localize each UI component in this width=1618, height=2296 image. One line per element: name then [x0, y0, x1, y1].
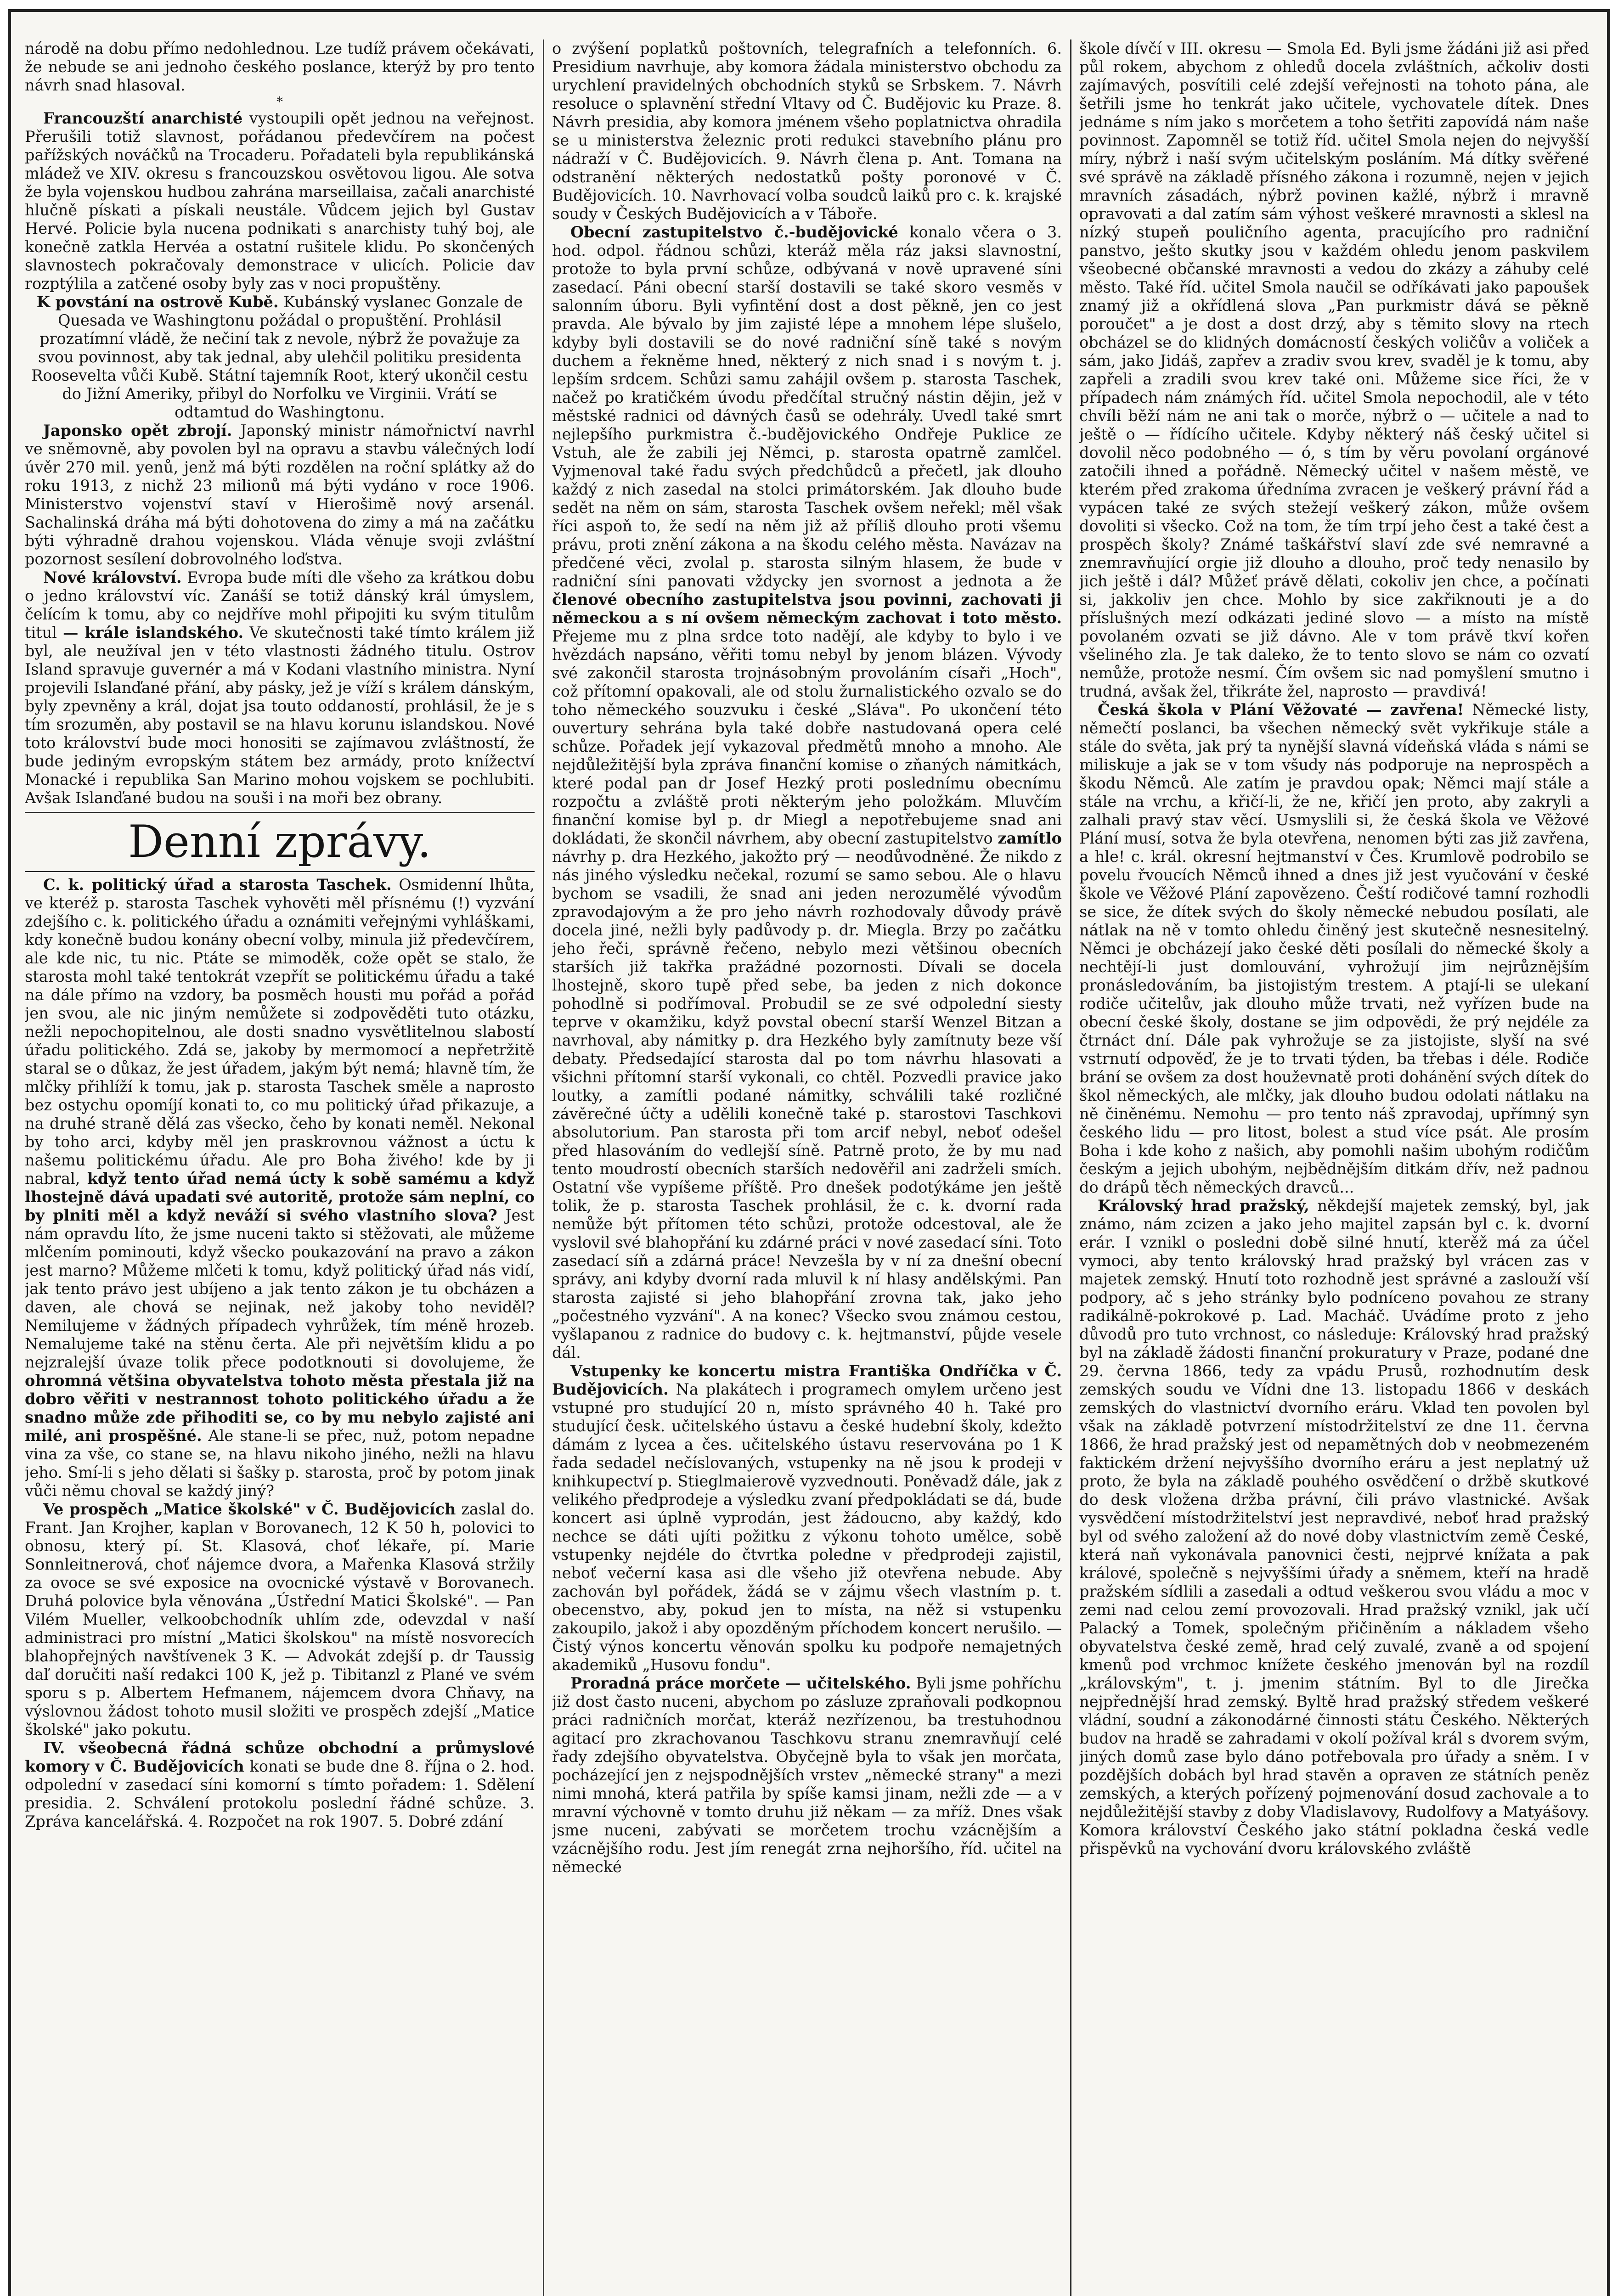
paragraph-continuation: o zvýšení poplatků poštovních, telegrafních a telefonních. 6. Presidium navrhuje, aby komora žádala ministerstvo obchodu za urychlení pravidelných obchodních styků se Srbskem. 7. Návrh resoluce o splavnění střední Vltavy od Č. Budějovic ku Praze. 8. Návrh presidia, aby komora jménem všeho poplatnictva ohradila se u ministerstva železnic proti redukci stavebního plánu pro nádraží v Č. Budějovicích. 9. Návrh člena p. Ant. Tomana na odstranění některých nedostatků pošty poronové v Č. Budějovicích. 10. Navrhovací volba soudců laiků pro c. k. krajské soudy v Českých Budějovicích a v Táboře.	[552, 39, 1062, 223]
paragraph-continuation: národě na dobu přímo nedohlednou. Lze tudíž právem očekávati, že nebude se ani jednoho českého poslance, kterýž by pro tento návrh snad hlasoval.	[25, 39, 535, 94]
column-2	[552, 39, 1062, 2296]
article-kicker: IV. všeobecná řádná schůze obchodní a průmyslové komory v Č. Budějovicích	[25, 1739, 535, 1775]
article-czech-school: Česká škola v Plání Věžovaté — zavřena! Německé listy, němečtí poslanci, ba všechen německý svět vykřikuje stále a stále do světa, jak prý ta nynější slavná vídeňská vláda s námi se miliskuje a jak se v tom všudy nás podporuje na neprospěch a škodu Němců. Ale zatím je pravdou opak; Němci mají stále a stále na vrchu, a křičí-li, že ne, křičí jen proto, aby zakryli a zalhali pravý stav věcí. Usmyslili si, že česká škola ve Věžové Plání musí, sotva že byla otevřena, nenomen býti zas již zavřena, a hle! c. král. okresní hejtmanství v Čes. Krumlově podrobilo se povelu řvoucích Němců ihned a dnes již jest vyučování v české škole ve Věžové Plání zapovězeno. Čeští rodičové tamní rozhodli se sice, že dítek svých do školy německé nebudou posílati, ale nátlak na ně v tomto ohledu činěný jest skutečně nesnesitelný. Němci je obcházejí jako české děti posílali do německé školy a nechtějí-li just domlouvání, vyhrožují jim nejrůznějším pronásledováním, ba jistojistým trestem. A ptají-li se ulekaní rodiče učitelův, jak dlouho může trvati, než vyřízen bude na obecní české školy, dostane se jim odpovědi, že prý nejdéle za čtrnáct dní. Dále pak vyhrožuje se za jistojiste, slyší na své vstrnutí odpověď, že je to trvati týden, ba třebas i déle. Rodiče brání se ovšem za dost houževnatě proti dohánění svých dítek do škol německých, ale mlčky, jak dlouho budou odolati nátlaku na ně činěnému. Nemohu — pro tento náš zpravodaj, upřímný syn českého lidu — pro litost, bolest a stud více psát. Ale prosím Boha i kde koho z našich, aby pomohli našim ubohým rodičům českým a jejich ubohým, nejbědnějším ditkám dřív, než padnou do drápů těch německých dravců...	[1079, 701, 1589, 1196]
paragraph-continuation: škole dívčí v III. okresu — Smola Ed. Byli jsme žádáni již asi před půl rokem, abychom z ohledů docela zvláštních, ačkoliv dosti zajímavých, posvítili celé zdejší veřejnosti na tohoto pána, ale šetřili jsme ho tenkrát jako učitele, vychovatele dítek. Dnes jednáme s ním jako s morčetem a toho šetřiti zapovídá nám naše povinnost. Zapomněl se totiž říd. učitel Smola nejen do nejvyšší míry, nýbrž i naší svým učitelským posláním. Má dítky svěřené své správě na základě přísného zákona i rozumně, nejen v jejich mravních zásadách, nýbrž povinen kažlé, nýbrž i mravně opravovati a dal zatím sám výhost veškeré mravnosti a sklesl na nízký stupeň pouličního agenta, pracujícího pro radniční panstvo, ješto skutky jsou v každém ohledu jenom paskvilem všeobecné občanské mravnosti a vedou do zkázy a záhuby celé město. Také říd. učitel Smola naučil se odříkávati jako papoušek znamý již a okřídlená slova „Pan purkmistr dává se pěkně poroučet" a je dost a dost drzý, aby s těmito slovy na rtech obcházel se do klidných domácností českých voličův a voliček a sám, jako Jidáš, zapřev a zradiv svou krev, svaděl je k tomu, aby zapřeli a zradili svou krev také oni. Můžeme sice říci, že v případech nám známých říd. učitel Smola nepochodil, ale v této chvíli běží nám ne ani tak o morče, nýbrž o — učitele a nad to ještě o — řídícího učitele. Kdyby některý náš český učitel si dovolil něco podobného — ó, s tím by věru povolaní orgánové zatočili ihned a pořádně. Německý učitel v našem městě, ve kterém před zrakoma úředníma zvracen je veškerý právní řád a vypácen také ze svých stežejí veškerý zákon, může ovšem dovoliti si všecko. Což na tom, že tím trpí jeho čest a také čest a prospěch školy? Známé taškářství slaví zde své nemravné a znemravňující orgie již dlouho a dlouho, proč tedy nenasilo by jich ještě i dál? Můžeť právě dělati, cokoliv jen chce, a počínati si, jakkoliv jen chce. Mohlo by sice zakřiknouti je a do příslušných mezí odkázati jediné slovo — a místo na místě povolaném ozvati se již dávno. Ale v tom právě tkví kořen všeliného zla. Je tak daleko, že to tento slovo se nám co ozvatí nemůže, protože nesmí. Čím ovšem sic nad pomyšlení smutno i trudná, avšak žel, třikráte žel, naprosto — pravdivá!	[1079, 39, 1589, 700]
column-1	[25, 39, 535, 2296]
article-japan-arms: Japonsko opět zbrojí. Japonský ministr námořnictví navrhl ve sněmovně, aby povolen byl na opravu a stavbu válečných lodí úvěr 270 mil. yenů, jenž má býti rozdělen na roční splátky až do roku 1913, z nichž 23 milionů má býti vydáno v roce 1906. Ministerstvo vojenství staví v Hierošimě nový arsenál. Sachalinská dráha má býti dohotovena do zimy a má na začátku býti výhradně drahou vojenskou. Vláda věnuje svoji zvláštní pozornost sesílení dobrovolného loďstva.	[25, 422, 535, 568]
column-rule	[543, 39, 544, 2296]
divider	[25, 812, 535, 813]
article-kicker: Vstupenky ke koncertu mistra Františka Ondříčka v Č. Budějovicích.	[552, 1362, 1062, 1398]
article-kicker: Česká škola v Plání Věžovaté — zavřena!	[1098, 701, 1464, 719]
article-concert-tickets: Vstupenky ke koncertu mistra Františka Ondříčka v Č. Budějovicích. Na plakátech i programech omylem určeno jest vstupné pro studující 20 n, místo správného 40 h. Také pro studující česk. učitelského ústavu a české hudební školy, kdežto dámám z lycea a čes. učitelského ústavu reservována po 1 K řada sedadel nečíslovaných, vstupenky na ně jsou k prodeji v knihkupectví p. Stieglmaierově vyzvednouti. Poněvadž dále, jak z velikého předprodeje a výsledku zvaní předpokládati se dá, bude koncert asi úplně vyprodán, jest žádoucno, aby každý, kdo nechce se dáti ujíti požitku z výkonu tohoto umělce, sobě vstupenky nejdéle do čtvrtka poledne v předprodeji zajistil, neboť večerní kasa asi dle všeho již otevřena nebude. Aby zachován byl pořádek, žádá se v zájmu všech vlastním p. t. obecenstvo, aby, pokud jen to místa, na něž si vstupenku zakoupilo, jakož i aby opozděným příchodem koncert nerušilo. — Čistý výnos koncertu věnován spolku ku podpoře nemajetných akademiků „Husovu fondu".	[552, 1362, 1062, 1674]
article-chamber-meeting: IV. všeobecná řádná schůze obchodní a průmyslové komory v Č. Budějovicích konati se bude dne 8. října o 2. hod. odpolední v zasedací síni komorní s tímto pořadem: 1. Sdělení presidia. 2. Schválení protokolu poslední řádné schůze. 3. Zpráva kancelářská. 4. Rozpočet na rok 1907. 5. Dobré zdání	[25, 1739, 535, 1830]
section-masthead: Denní zprávy.	[128, 816, 432, 867]
article-cuba-uprising: K povstání na ostrově Kubě. Kubánský vyslanec Gonzale de Quesada ve Washingtonu požádal o propuštění. Prohlásil prozatímní vládě, že nečiní tak z nevole, nýbrž že považuje za svou povinnost, aby tak jednal, aby ulehčil politiku presidenta Roosevelta vůči Kubě. Státní tajemník Root, který ukončil cestu do Jižní Ameriky, přibyl do Norfolku ve Virginii. Vrátí se odtamtud do Washingtonu.	[31, 293, 528, 421]
article-kicker: Japonsko opět zbrojí.	[43, 422, 232, 439]
article-kicker: K povstání na ostrově Kubě.	[36, 293, 279, 311]
column-3	[1079, 39, 1589, 2296]
article-new-kingdom: Nové království. Evropa bude míti dle všeho za krátkou dobu o jedno království víc. Zanáší se totiž dánský král úmyslem, čelícím k tomu, aby co nejdříve mohl připojiti ku svým titulům titul — krále islandského. Ve skutečnosti také tímto králem již byl, ale neužíval jen v této vlastnosti žádného titulu. Ostrov Island spravuje guvernér a má v Kodani vlastního ministra. Nyní projevili Islanďané přání, aby pásky, jež je víží s králem dánským, byly zpevněny a král, dojat jsa touto oddaností, prohlásil, že je s tím srozuměn, aby postavil se na hlavu korunu islandskou. Nové toto království bude moci honositi se zajímavou zvláštností, že bude jediným evropským státem bez armády, proto knížectví Monacké i republika San Marino mohou vojskem se pochlubiti. Avšak Islanďané budou na souši i na moři bez obrany.	[25, 568, 535, 807]
article-political-office: C. k. politický úřad a starosta Taschek. Osmidenní lhůta, ve kteréž p. starosta Taschek vyhověti měl přísnému (!) vyzvání zdejšího c. k. politického úřadu a oznámiti veřejnými vyhláškami, kdy konečně budou konány obecní volby, minula již předevčírem, ale kde nic, tu nic. Ptáte se mimoděk, cože opět se stalo, že starosta mohl také tentokrát vzepřít se politickému úřadu a také na dále přímo na vzdory, ba posměch housti mu pořád a pořád jen svou, ale nic jiným nemůžete si zodpověděti tuto otázku, nežli nepochopitelnou, ale dosti snadno vysvětlitelnou slabostí úřadu politického. Zdá se, jakoby by mermomocí a nepřetržitě staral se o důkaz, že jest úřadem, jakým být nemá; hlavně tím, že mlčky přihlíží k tomu, jak p. starosta Taschek směle a naprosto bez ostychu opomíjí konati to, co mu politický úřad přikazuje, a na druhé straně dělá zas všecko, čeho by konati neměl. Nekonal by toho arci, kdyby měl jen praskrovnou vážnost a úctu k našemu politickému úřadu. Ale pro Boha živého! kde by ji nabral, když tento úřad nemá úcty k sobě samému a když lhostejně dává upadati své autoritě, protože sám neplní, co by plniti měl a když neváží si svého vlastního slova? Jest nám opravdu líto, že jsme nuceni takto si stěžovati, ale můžeme mlčením pominouti, když všecko poukazování na pravo a zákon jest marno? Můžeme mlčeti k tomu, když politický úřad nás vidí, jak tento právo jest ubíjeno a jak tento zákon je tu obcházen a daven, ale chová se nejinak, než jakoby toho neviděl? Nemilujeme v žádných případech vyhrůžek, tím méně hrozeb. Nemalujeme také na stěnu čerta. Ale při největším klidu a po nejzralejší úvaze tolik přece podotknouti si dovolujeme, že ohromná většina obyvatelstva tohoto města přestala již na dobro věřiti v nestrannost tohoto politického úřadu a že snadno může zde přihoditi se, co by mu nebylo zajisté ani milé, ani prospěšné. Ale stane-li se přec, nuž, potom nepadne vina za vše, co stane se, na hlavu nikoho jiného, nežli na hlavu jeho. Smí-li s jeho dělati si šašky p. starosta, proč by potom jinak vůči němu choval se každý jiný?	[25, 876, 535, 1500]
article-city-council: Obecní zastupitelstvo č.-budějovické konalo včera o 3. hod. odpol. řádnou schůzi, kteráž měla ráz jaksi slavnostní, protože to byla první schůze, odbývaná v nově upravené síni zasedací. Páni obecní starší dostavili se také skoro vesměs v salonním úboru. Byli vyfintění dost a dost pěkně, jen co jest pravda. Ale bývalo by jim zajisté lépe a mnohem lépe slušelo, kdyby byli dostavili se do nové radniční síně také s novým duchem a řekněme hned, některý z nich snad i s novým t. j. lepším srdcem. Schůzi samu zahájil ovšem p. starosta Taschek, načež po kratičkém úvodu předčítal stručný nástin dějin, jež v městské radnici od dávných časů se odehrály. Uvedl také smrt nejlepšího purkmistra č.-budějovického Ondřeje Puklice ze Vstuh, ale že zabili jej Němci, p. starosta opatrně zamlčel. Vyjmenoval také řadu svých předchůdců a přečetl, jak dlouho každý z nich zasedal na stolci primátorském. Jak dlouho bude sedět na něm on sám, starosta Taschek ovšem neřekl; měl však říci aspoň to, že sedí na něm již až příliš dlouho proti všemu právu, proti znění zákona a na škodu celého města. Navázav na předčené věci, zvolal p. starosta silným hlasem, že bude v radniční síni panovati vždycky jen svornost a jednota a že členové obecního zastupitelstva jsou povinni, zachovati ji německou a s ní ovšem německým zachovat i toto město. Přejeme mu z plna srdce toto nadějí, ale kdyby to bylo i ve hvězdách napsáno, věřiti tomu nebyl by jenom blázen. Vývody své zakončil starosta trojnásobným provoláním císaři „Hoch", což přítomní opakovali, ale od stolu žurnalistického ozvalo se do toho německého souzvuku i české „Sláva". Po ukončení této ouvertury sehrána byla také dobře nastudovaná opera celé schůze. Pořadek její vykazoval předmětů mnoho a mnoho. Ale nejdůležitější byla zpráva finanční komise o zňaných námitkách, které podal pan dr Josef Hezký proti poslednímu obecnímu rozpočtu a zvláště proti některým jeho položkám. Mluvčím finanční komise byl p. dr Miegl a nepotřebujeme snad ani dokládati, že skončil návrhem, aby obecní zastupitelstvo zamítlo návrhy p. dra Hezkého, jakožto prý — neodůvodněné. Že nikdo z nás jiného výsledku nečekal, rozumí se samo sebou. Ale o hlavu bychom se vsadili, že snad ani jeden nerozumělé vývodům zpravodajovým a že pro jeho návrh rozhodovaly důvody právě docela jiné, nežli byly padůvody p. dr. Miegla. Brzy po začátku jeho řeči, správně řečeno, nebylo mezi většinou obecních starších již takřka pražádné pozornosti. Dívali se docela lhostejně, skoro tupě před sebe, ba jeden z nich dokonce pohodlně si podřímoval. Probudil se ze své odpolední siesty teprve v okamžiku, když povstal obecní starší Wenzel Bitzan a navrhoval, aby námitky p. dra Hezkého byly zamítnuty beze vší debaty. Předsedající starosta dal po tom návrhu hlasovati a všichni přítomní starší vykonali, co chtěl. Pozvedli pravice jako loutky, a zamítli podané námitky, schválili také rozličné závěrečné účty a udělili konečně také p. starostovi Taschkovi absolutorium. Pan starosta při tom arcif nebyl, neboť odešel před hlasováním do vedlejší síně. Patrně proto, že by mu nad tento moudrostí obecních starších nedověřil ani zadrželi smích. Ostatní vše vypíšeme příště. Pro dnešek podotýkáme jen ještě tolik, že p. starosta Taschek prohlásil, že c. k. dvorní rada nemůže být přítomen této schůzi, protože odcestoval, ale že vyslovil své blahopřání ku zdárné práci v nové zasedací síni. Toto zasedací síň a zdárná práce! Nevzešla by v ní za dnešní obecní správy, ani kdyby dvorní rada mluvil k ní hlasy andělskými. Pan starosta zajisté si jeho blahopřání zrovna tak, jako jeho „počestného vyzvání". A na konec? Všecko svou známou cestou, vyšlapanou z radnice do budovy c. k. hejtmanství, půjde vesele dál.	[552, 223, 1062, 1362]
article-prague-castle: Královský hrad pražský, někdejší majetek zemský, byl, jak známo, nám zcizen a jako jeho majitel zapsán byl c. k. dvorní erár. I vznikl o posledni době silné hnutí, kterěž má za účel vymoci, aby tento královský hrad pražský byl vrácen zas v majetek zemský. Hnutí toto rozhodně jest správné a zaslouží vší podpory, ač s jeho stránky bylo podnícenо povahou ze strany radikálně-pokrokové p. Lad. Macháč. Uvádíme proto z jeho důvodů pro tuto vrchnost, co následuje: Královský hrad pražský byl na základě žádosti finanční prokuratury v Praze, podané dne 29. června 1866, tedy za vpádu Prusů, rozhodnutím desk zemských soudu ve Vídni dne 13. listopadu 1866 v deskách zemských do vlastnictví dvorního eráru. Vklad ten povolen byl však na základě potvrzení místodržitelství ze dne 11. června 1866, že hrad pražský jest od nepamětných dob v neobmezeném faktickém držení nejvyššího dvorního eráru a jest neplatný už proto, že byla na základě pouhého osvědčení o držbě skutkové do desk vložena držba právní, čili právo vlastnické. Avšak vysvědčení místodržitelství jest nepravdivé, neboť hrad pražský byl od svého založení až do nové doby vlastnictvím země České, která naň vykonávala panovnici česti, nejprvé knížata a pak králové, společně s nejvyššími úřady a sněmem, kteří na hradě pražském sídlili a zasedali a odtud veškerou svou vládu a moc v zemi nad celou zemí provozovali. Hrad pražský vznikl, jak učí Palacký a Tomek, společným přičiněním a nákladem všeho obyvatelstva české země, hrad celý zuvalé, zvaně a od spojení kmenů pod vrchmoc knížete českého jmenován byl na rozdíl „královským", t. j. jmenim státním. Byl to dle Jirečka nejpřednější hrad zemský. Byltě hrad pražský středem veškeré vládní, soudní a zákonodárné činnosti státu Českého. Některých budov na hradě se zahradami v okolí požíval král s dvorem svým, jiných domů zase bylo dáno potřebovala pro úřady a sněm. I v pozdějších dobách byl hrad stavěn a opraven ze státních peněz zemských, a kterých pořízený pojmenování dosud zachovale a to nejdůležitější stavby z doby Vladislavovy, Rudolfovy a Matyášovy. Komora království Českého jako státní pokladna česká vedle přispěvků na vychování dvoru královského zvláště	[1079, 1197, 1589, 1857]
article-kicker: Nové království.	[43, 568, 182, 586]
divider	[25, 871, 535, 872]
article-kicker: Proradná práce morčete — učitelského.	[570, 1674, 911, 1692]
article-kicker: Ve prospěch „Matice školské" v Č. Budějovicích	[43, 1500, 456, 1518]
newspaper-page	[8, 9, 1610, 2296]
article-treacherous-work: Proradná práce morčete — učitelského. Byli jsme pohříchu již dost často nuceni, abychom po zásluze zpraňovali podkopnou práci radničních morčat, kteráž nezřízenou, ba trestuhodnou agitací pro zkrachovanou Taschkovu stranu znemravňují celé řady zdejšího obyvatelstva. Obyčejně byla to však jen morčata, pocházející jen z nejspodnějších vrstev „německé strany" a mezi nimi mnohá, která patřila by spíše kamsi jinam, nežli zde — a v mravní výchovně v tomto druhu již někam — za mříž. Dnes však jsme nuceni, zabývati se morčetem trochu vzácnějším a vzácnějšího rodu. Jest jím renegát zrna nejhoršího, říd. učitel na německé	[552, 1674, 1062, 1876]
article-kicker: Obecní zastupitelstvo č.-budějovické	[570, 223, 898, 241]
section-star: *	[276, 94, 283, 109]
article-kicker: Francouzští anarchisté	[43, 109, 243, 127]
article-matice-skolska: Ve prospěch „Matice školské" v Č. Budějovicích zaslal do. Frant. Jan Krojher, kaplan v Borovanech, 12 K 50 h, polovici to obnosu, který pí. St. Klasová, choť lékaře, pí. Marie Sonnleitnerová, choť nájemce dvora, a Mařenka Klasová stržily za ovoce se své exposice na ovocnické výstavě v Borovanech. Druhá polovice byla věnována „Ústřední Matici Školské". — Pan Vilém Mueller, velkoobchodník uhlím zde, odevzdal v naší administraci pro místní „Matici školskou" na místě nosvorecích blahopřejných navštívenek 3 K. — Advokát zdejší p. dr Taussig daľ doručiti naší redakci 100 K, jež p. Tibitanzl z Plané ve svém sporu s p. Albertem Hefmanem, nájemcem dvora Chňavy, na výslovnou žádost tohoto musil složiti ve prospěch zdejší „Matice školské" jako pokutu.	[25, 1500, 535, 1739]
column-rule	[1070, 39, 1071, 2296]
article-kicker: C. k. politický úřad a starosta Taschek.	[43, 876, 392, 894]
article-french-anarchists: Francouzští anarchisté vystoupili opět jednou na veřejnost. Přerušili totiž slavnost, pořádanou předevčírem na počest pařížských nováčků na Trocaderu. Pořadateli byla republikánská mládež ve XIV. okresu s francouzskou osvětovou ligou. Ale sotva že byla vojenskou hudbou zahrána marseillaisa, začali anarchisté hlučně pískati a pískali neustále. Vůdcem jejich byl Gustav Hervé. Policie byla nucena podnikati s anarchisty tuhý boj, ale konečně zatkla Hervéa a ostatní rušitele klidu. Po skončených slavnostech pokračovaly demonstrace v ulicích. Policie dav rozptýlila a zatčené osoby byly zas v noci propuštěny.	[25, 109, 535, 293]
article-kicker: Královský hrad pražský,	[1098, 1197, 1309, 1215]
